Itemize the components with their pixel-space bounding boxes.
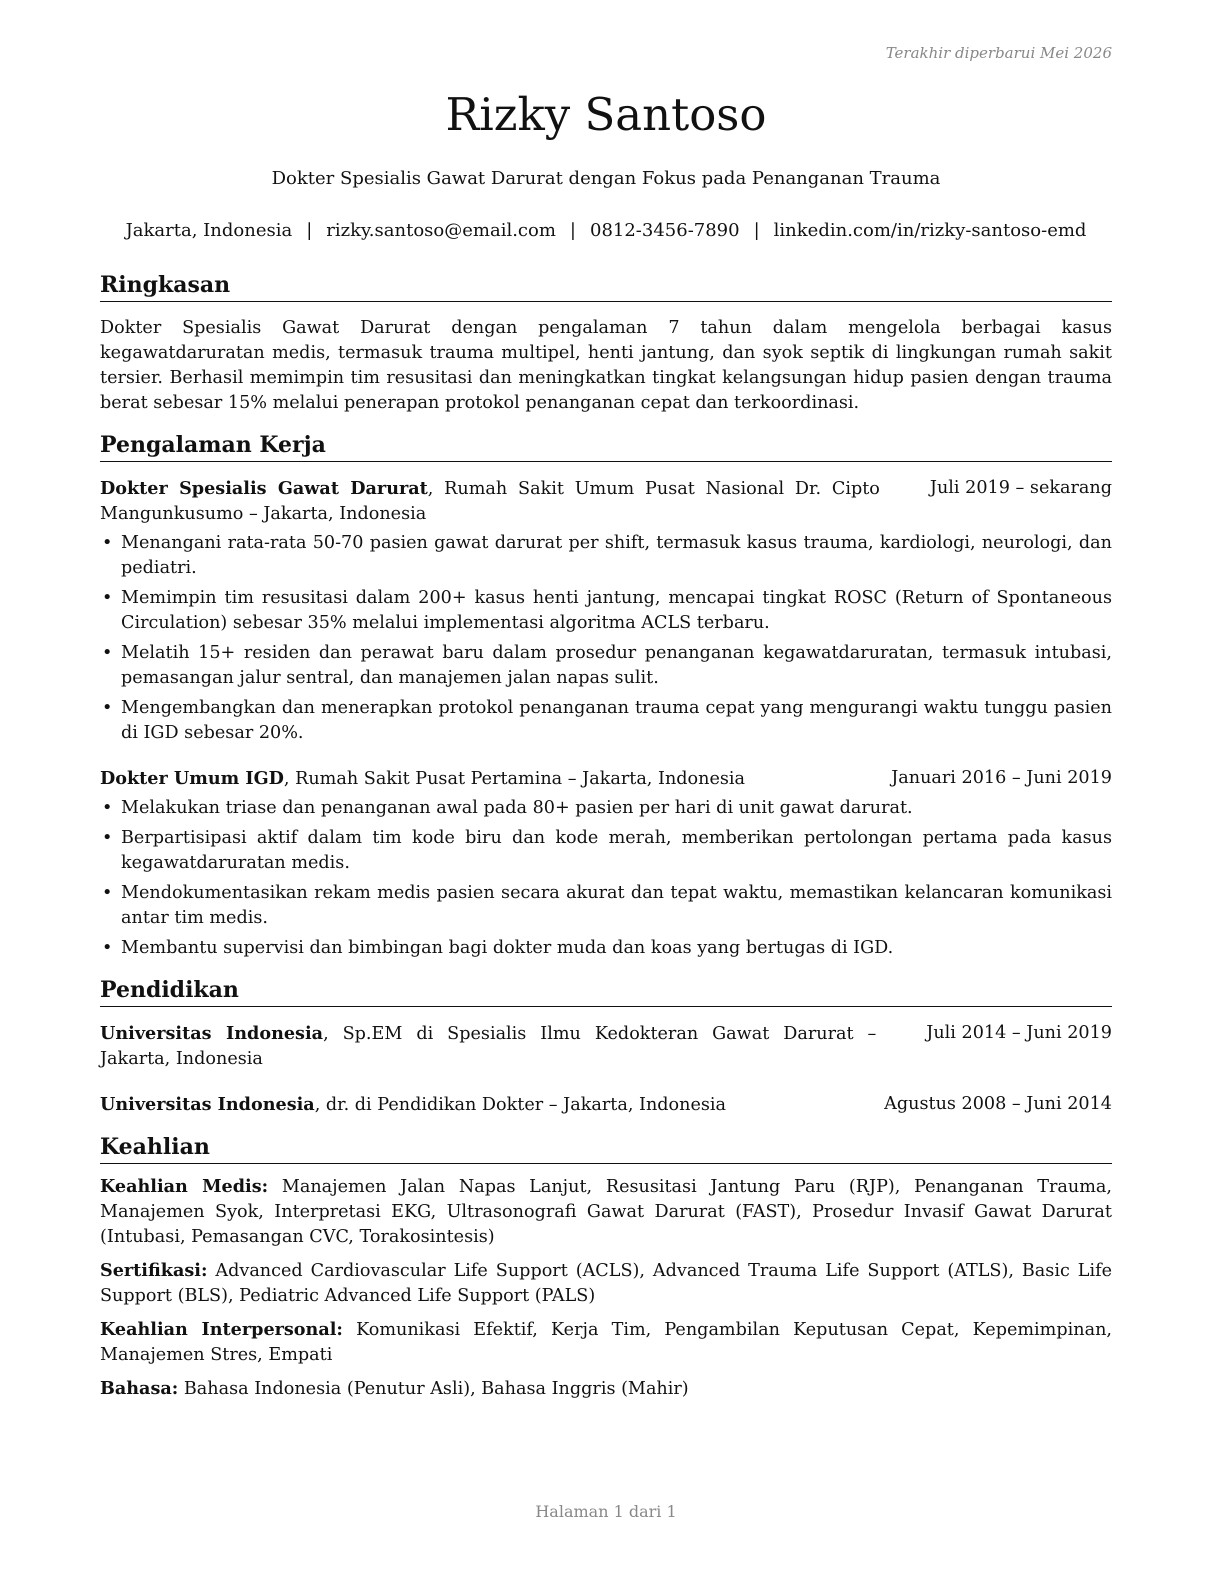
contact-separator: | — [569, 220, 576, 241]
contact-email[interactable]: rizky.santoso@email.com — [326, 220, 556, 241]
job-org: , Rumah Sakit Pusat Pertamina – Jakarta, Indonesia — [283, 769, 746, 789]
job-header — [100, 766, 1112, 792]
job-role-org — [100, 766, 891, 792]
job-bullet: • Mendokumentasikan rekam medis pasien secara akurat dan tepat waktu, memastikan kelancaran komunikasi antar tim medis. — [100, 881, 1112, 931]
job-bullets — [100, 796, 1112, 961]
contact-separator: | — [753, 220, 760, 241]
job-bullet: • Mengembangkan dan menerapkan protokol penanganan trauma cepat yang mengurangi waktu tunggu pasien di IGD sebesar 20%. — [100, 696, 1112, 746]
skill-label: Keahlian Medis: — [100, 1176, 269, 1197]
resume-content — [100, 270, 1112, 1416]
job-role: Dokter Umum IGD — [100, 768, 284, 789]
job-header — [100, 476, 1112, 527]
section-title-skills: Keahlian — [100, 1132, 1112, 1164]
skill-group — [100, 1258, 1112, 1309]
contact-location: Jakarta, Indonesia — [125, 220, 293, 241]
contact-line — [100, 220, 1112, 241]
section-title-education: Pendidikan — [100, 975, 1112, 1007]
skill-text: Manajemen Jalan Napas Lanjut, Resusitasi Jantung Paru (RJP), Penanganan Trauma, Manajemen Syok, Interpretasi EKG, Ultrasonografi Gawat Darurat (FAST), Prosedur Invasif Gawat Darurat (Intubasi, Pemasangan CVC, Torakosintesis) — [100, 1177, 1113, 1247]
job-dates: Juli 2019 – sekarang — [929, 478, 1112, 498]
job-role-org — [100, 476, 930, 527]
education-entry — [100, 1092, 1112, 1118]
summary-text: Dokter Spesialis Gawat Darurat dengan pengalaman 7 tahun dalam mengelola berbagai kasus kegawatdaruratan medis, termasuk trauma multipel, henti jantung, dan syok septik di lingkungan rumah sakit tersier. Berhasil memimpin tim resusitasi dan meningkatkan tingkat kelangsungan hidup pasien dengan trauma berat sebesar 15% melalui penerapan protokol penanganan cepat dan terkoordinasi. — [100, 318, 1112, 413]
skill-text: Advanced Cardiovascular Life Support (ACLS), Advanced Trauma Life Support (ATLS), Basic Life Support (BLS), Pediatric Advanced Life Support (PALS) — [100, 1261, 1112, 1306]
job-bullet: • Menangani rata-rata 50-70 pasien gawat darurat per shift, termasuk kasus trauma, kardiologi, neurologi, dan pediatri. — [100, 531, 1112, 581]
education-dates: Juli 2014 – Juni 2019 — [926, 1023, 1112, 1043]
person-name: Rizky Santoso — [445, 88, 767, 141]
job-entry — [100, 766, 1112, 961]
education-school: Universitas Indonesia — [100, 1094, 315, 1115]
education-section — [100, 975, 1112, 1118]
education-school-detail — [100, 1021, 926, 1072]
experience-section — [100, 430, 1112, 961]
job-role: Dokter Spesialis Gawat Darurat — [100, 478, 428, 499]
education-school-detail — [100, 1092, 884, 1118]
summary-section — [100, 270, 1112, 416]
section-title-summary: Ringkasan — [100, 270, 1112, 302]
skill-group — [100, 1376, 1112, 1402]
job-org: , Rumah Sakit Umum Pusat Nasional Dr. Cipto Mangunkusumo – Jakarta, Indonesia — [100, 479, 880, 524]
page-number: Halaman 1 dari 1 — [535, 1502, 677, 1521]
skill-label: Sertifikasi: — [100, 1260, 208, 1281]
contact-separator: | — [306, 220, 313, 241]
education-header — [100, 1021, 1112, 1072]
education-dates: Agustus 2008 – Juni 2014 — [884, 1094, 1112, 1114]
skills-section — [100, 1132, 1112, 1402]
skill-label: Bahasa: — [100, 1378, 179, 1399]
contact-phone: 0812-3456-7890 — [590, 220, 740, 241]
job-entry — [100, 476, 1112, 746]
job-dates: Januari 2016 – Juni 2019 — [891, 768, 1112, 788]
job-bullets — [100, 531, 1112, 746]
skill-text: Bahasa Indonesia (Penutur Asli), Bahasa Inggris (Mahir) — [178, 1379, 689, 1399]
job-bullet: • Membantu supervisi dan bimbingan bagi dokter muda dan koas yang bertugas di IGD. — [100, 936, 1112, 961]
education-detail: , Sp.EM di Spesialis Ilmu Kedokteran Gawat Darurat – Jakarta, Indonesia — [100, 1024, 877, 1069]
education-detail: , dr. di Pendidikan Dokter – Jakarta, Indonesia — [314, 1095, 727, 1115]
skill-text: Komunikasi Efektif, Kerja Tim, Pengambilan Keputusan Cepat, Kepemimpinan, Manajemen Stres, Empati — [100, 1320, 1112, 1365]
last-updated: Terakhir diperbarui Mei 2026 — [885, 44, 1112, 62]
section-title-experience: Pengalaman Kerja — [100, 430, 1112, 462]
education-header — [100, 1092, 1112, 1118]
contact-linkedin[interactable]: linkedin.com/in/rizky-santoso-emd — [773, 220, 1087, 241]
job-bullet: • Melatih 15+ residen dan perawat baru dalam prosedur penanganan kegawatdaruratan, termasuk intubasi, pemasangan jalur sentral, dan manajemen jalan napas sulit. — [100, 641, 1112, 691]
skill-group — [100, 1174, 1112, 1250]
tagline: Dokter Spesialis Gawat Darurat dengan Fokus pada Penanganan Trauma — [271, 168, 941, 189]
job-bullet: • Melakukan triase dan penanganan awal pada 80+ pasien per hari di unit gawat darurat. — [100, 796, 1112, 821]
skill-group — [100, 1317, 1112, 1368]
job-bullet: • Memimpin tim resusitasi dalam 200+ kasus henti jantung, mencapai tingkat ROSC (Return of Spontaneous Circulation) sebesar 35% melalui implementasi algoritma ACLS terbaru. — [100, 586, 1112, 636]
education-entry — [100, 1021, 1112, 1072]
skill-label: Keahlian Interpersonal: — [100, 1319, 343, 1340]
education-school: Universitas Indonesia — [100, 1023, 324, 1044]
job-bullet: • Berpartisipasi aktif dalam tim kode biru dan kode merah, memberikan pertolongan pertama pada kasus kegawatdaruratan medis. — [100, 826, 1112, 876]
